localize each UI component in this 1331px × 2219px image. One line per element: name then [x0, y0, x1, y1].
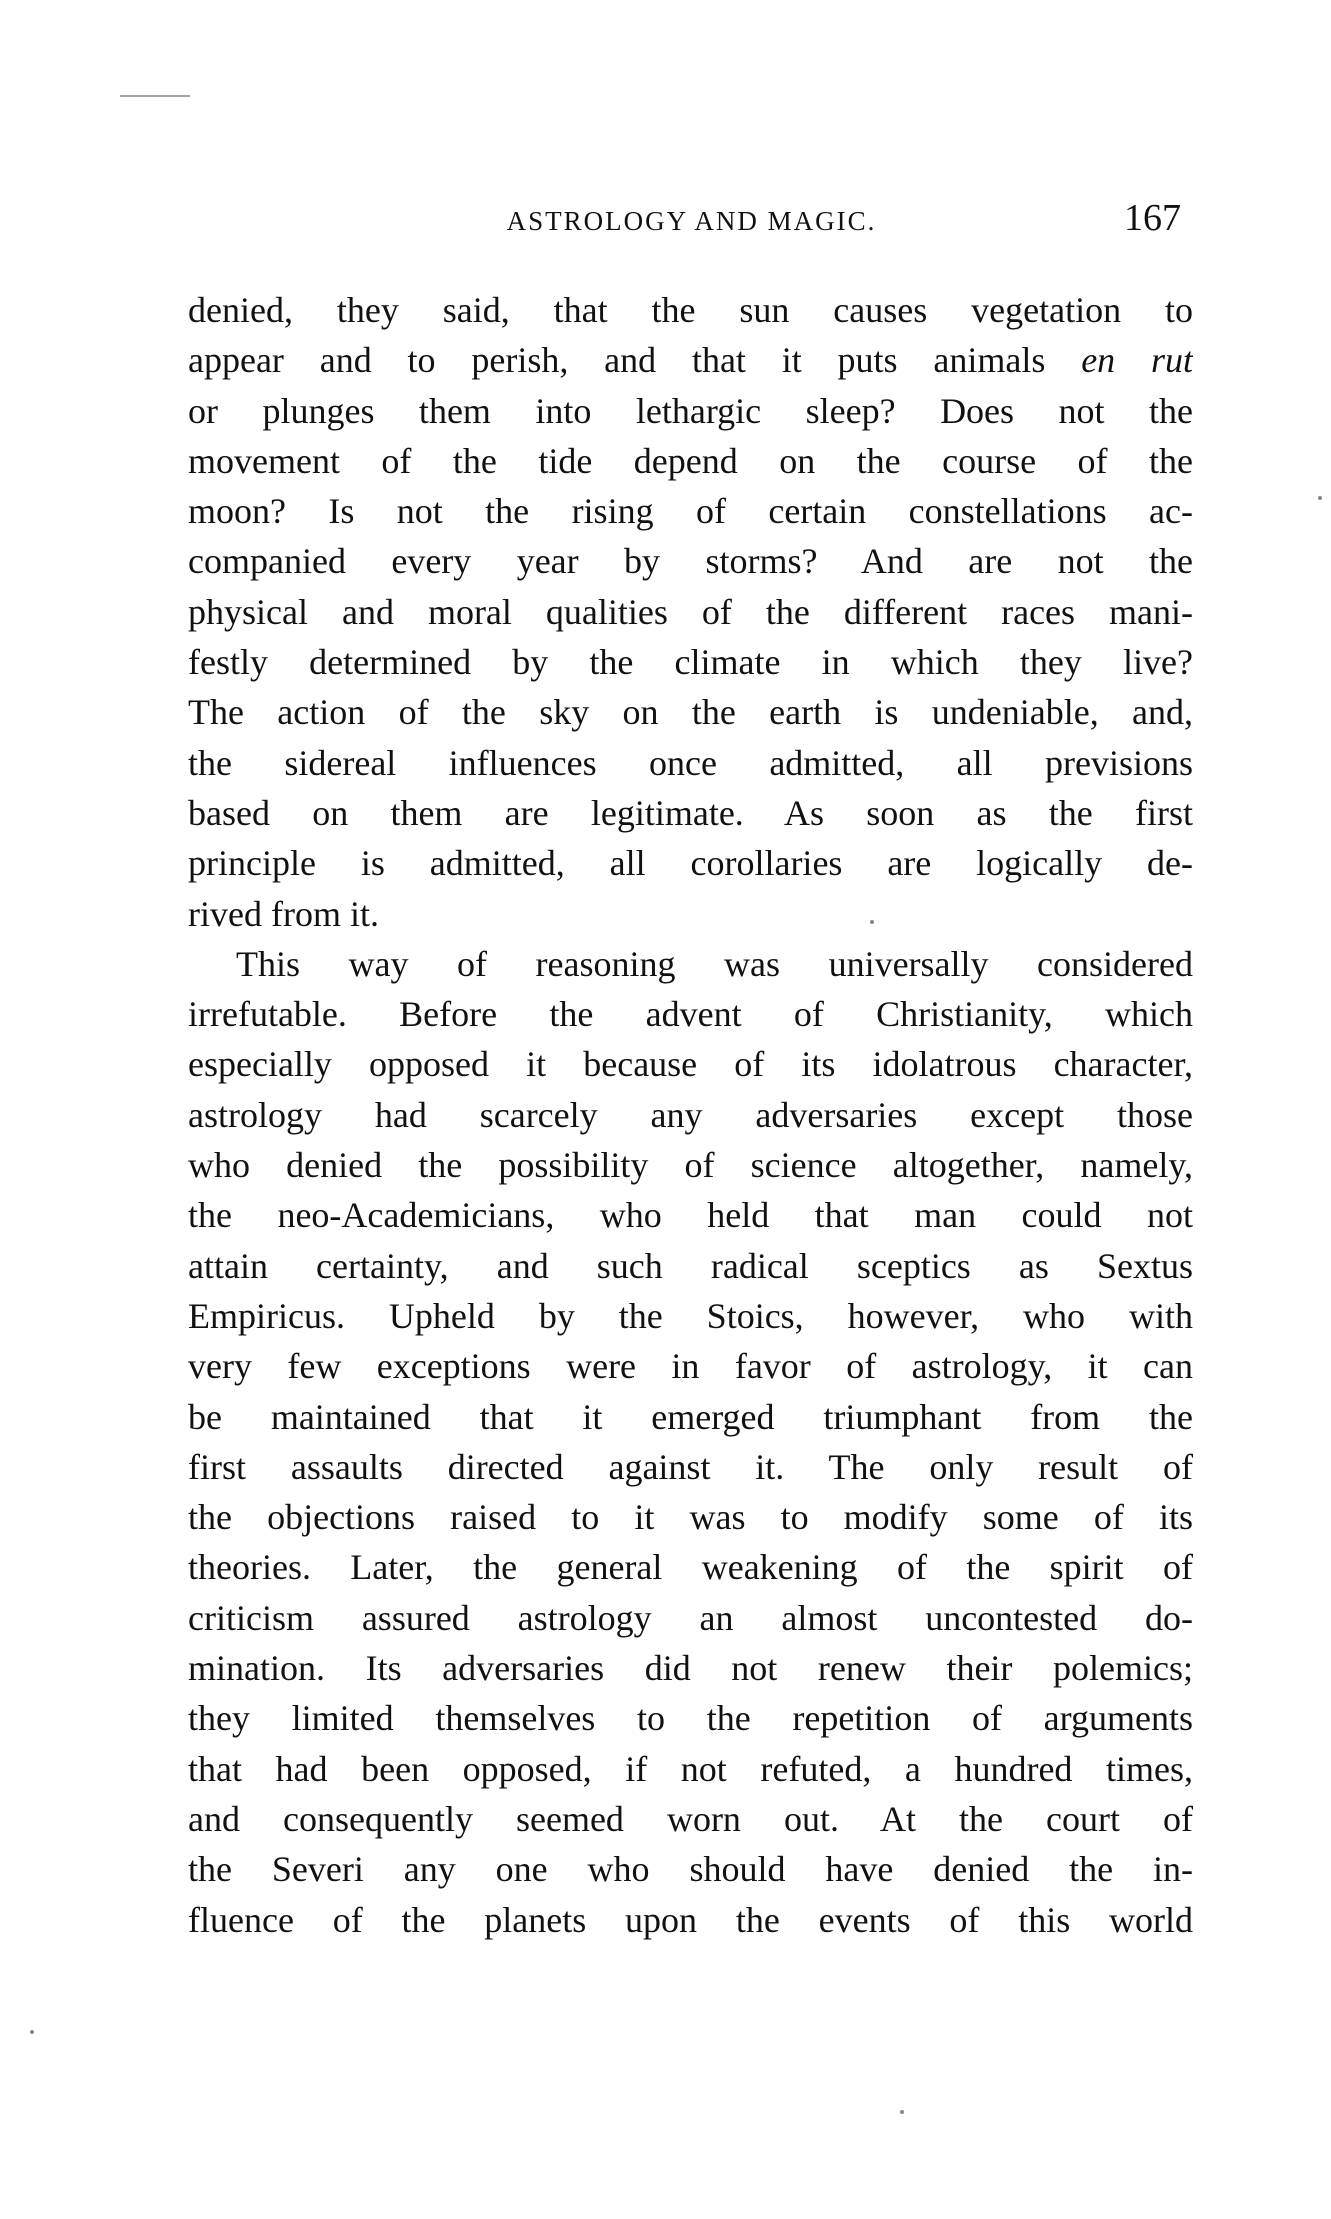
text-line: astrology had scarcely any adversaries except those [188, 1094, 1193, 1135]
text-line: very few exceptions were in favor of astrology, it can [188, 1346, 1193, 1387]
text-line: based on them are legitimate. As soon as the first [188, 792, 1193, 833]
italic-phrase: en rut [1081, 340, 1193, 381]
text-line: mination. Its adversaries did not renew their polemics; [188, 1648, 1193, 1689]
text-line [188, 335, 1193, 385]
text-line: companied every year by storms? And are not the [188, 541, 1193, 582]
text-line: movement of the tide depend on the course of the [188, 440, 1193, 481]
text-line: The action of the sky on the earth is undeniable, and, [188, 692, 1193, 733]
text-line: be maintained that it emerged triumphant from the [188, 1396, 1193, 1437]
text-line: that had been opposed, if not refuted, a hundred times, [188, 1748, 1193, 1789]
text-line: who denied the possibility of science altogether, namely, [188, 1145, 1193, 1186]
speck [1318, 496, 1322, 500]
text-line: the objections raised to it was to modify some of its [188, 1497, 1193, 1538]
text-line: denied, they said, that the sun causes vegetation to [188, 290, 1193, 330]
text-line: and consequently seemed worn out. At the court of [188, 1798, 1193, 1839]
text-line: physical and moral qualities of the different races mani- [188, 591, 1193, 632]
text-line: festly determined by the climate in which they live? [188, 642, 1193, 683]
text-line: criticism assured astrology an almost uncontested do- [188, 1597, 1193, 1638]
text-line: or plunges them into lethargic sleep? Does not the [188, 390, 1193, 431]
text-line: attain certainty, and such radical sceptics as Sextus [188, 1245, 1193, 1286]
page-number: 167 [1124, 197, 1181, 239]
text-line: especially opposed it because of its idolatrous character, [188, 1044, 1193, 1085]
speck [900, 2110, 904, 2114]
text-line: the Severi any one who should have denied the in- [188, 1849, 1193, 1890]
speck [30, 2030, 34, 2034]
text-line: Empiricus. Upheld by the Stoics, however, who with [188, 1295, 1193, 1336]
text-line: first assaults directed against it. The only result of [188, 1446, 1193, 1487]
text-line: irrefutable. Before the advent of Christianity, which [188, 994, 1193, 1035]
running-title: ASTROLOGY AND MAGIC. [506, 206, 877, 236]
text-line: rived from it. [188, 893, 379, 934]
text-line: principle is admitted, all corollaries are logically de- [188, 843, 1193, 884]
text-line: the neo-Academicians, who held that man could not [188, 1195, 1193, 1236]
text-line: fluence of the planets upon the events of this world [188, 1899, 1193, 1940]
text-line: moon? Is not the rising of certain constellations ac- [188, 491, 1193, 532]
running-head [190, 198, 1193, 248]
scan-mark [120, 95, 190, 97]
text-line: they limited themselves to the repetition of arguments [188, 1698, 1193, 1739]
text-line-segment: appear and to perish, and that it puts animals [188, 340, 1046, 381]
text-line: the sidereal influences once admitted, all previsions [188, 742, 1193, 783]
text-line: theories. Later, the general weakening of the spirit of [188, 1547, 1193, 1588]
body-text [188, 285, 1193, 1945]
paragraph-first-line: This way of reasoning was universally considered [236, 943, 1193, 984]
